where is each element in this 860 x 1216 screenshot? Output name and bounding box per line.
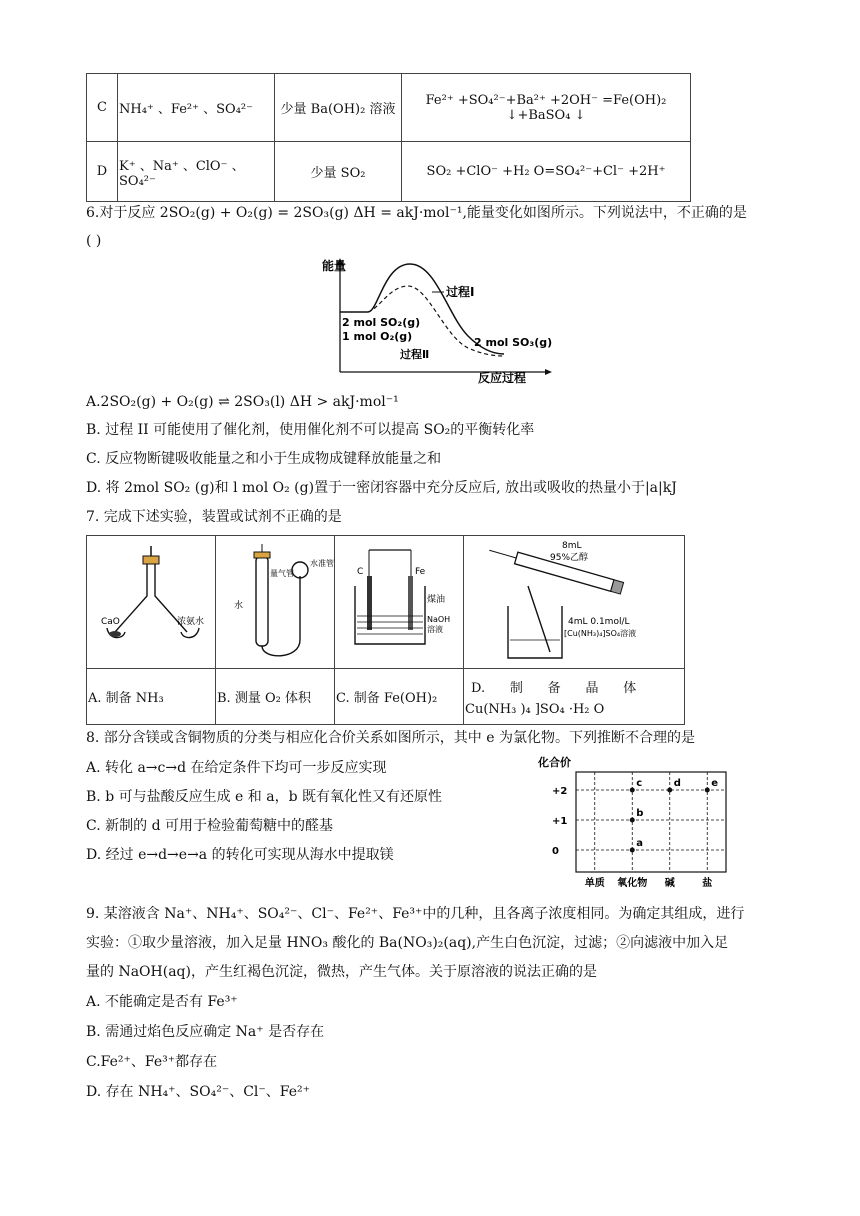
table-row <box>87 74 691 142</box>
caption-c: C. 制备 Fe(OH)₂ <box>335 669 464 725</box>
x-tick-label: 单质 <box>584 878 605 889</box>
x-tick-label: 氧化物 <box>617 878 648 889</box>
apparatus-a <box>87 536 216 669</box>
point-c <box>630 788 635 793</box>
q6-option-c: C. 反应物断键吸收能量之和小于生成物成键释放能量之和 <box>86 451 442 467</box>
leveling-label: 水准管 <box>310 559 334 568</box>
equation-cell: Fe²⁺ +SO₄²⁻+Ba²⁺ +2OH⁻ =Fe(OH)₂ ↓+BaSO₄ ↓ <box>402 74 691 142</box>
ammonia-label: 浓氨水 <box>177 617 205 627</box>
valence-chart <box>526 750 736 890</box>
y-tick-label: 0 <box>552 846 559 857</box>
point-label-b: b <box>636 808 644 819</box>
point-label-d: d <box>673 778 681 789</box>
carbon-label: C <box>357 567 364 577</box>
q6-option-b: B. 过程 II 可能使用了催化剂，使用催化剂不可以提高 SO₂的平衡转化率 <box>86 422 535 438</box>
kerosene-label: 煤油 <box>427 595 446 605</box>
reagent-cell: 少量 SO₂ <box>275 142 402 202</box>
water-label: 水 <box>234 601 244 611</box>
q6-paren: ( ) <box>86 233 102 249</box>
q8-option-d: D. 经过 e→d→e→a 的转化可实现从海水中提取镁 <box>86 847 394 863</box>
q9-line3: 量的 NaOH(aq)，产生红褐色沉淀，微热，产生气体。关于原溶液的说法正确的是 <box>86 964 597 980</box>
point-d <box>667 788 672 793</box>
burette-label: 量气管 <box>270 569 294 578</box>
q6-option-a: A.2SO₂(g) + O₂(g) ⇌ 2SO₃(l) ΔH > akJ·mol⁻¹ <box>86 394 399 410</box>
apparatus-table <box>86 535 685 725</box>
point-label-e: e <box>711 778 719 789</box>
x-tick-label: 盐 <box>702 878 713 889</box>
q6-option-d: D. 将 2mol SO₂ (g)和 l mol O₂ (g)置于一密闭容器中充分反应后, 放出或吸收的热量小于|a|kJ <box>86 480 677 496</box>
q8-stem: 8. 部分含镁或含铜物质的分类与相应化合价关系如图所示，其中 e 为氯化物。下列推断不合理的是 <box>86 730 695 746</box>
reaction-table <box>86 73 691 202</box>
table-row <box>87 669 685 725</box>
caption-d-line2: Cu(NH₃ )₄ ]SO₄ ·H₂ O <box>465 701 605 717</box>
q9-option-b: B. 需通过焰色反应确定 Na⁺ 是否存在 <box>86 1024 325 1040</box>
q6-stem: 6.对于反应 2SO₂(g) + O₂(g) = 2SO₃(g) ΔH = akJ·mol⁻¹,能量变化如图所示。下列说法中，不正确的是 <box>86 205 747 221</box>
point-b <box>630 818 635 823</box>
y-axis-label: 能量 <box>322 259 347 273</box>
q7-stem: 7. 完成下述实验，装置或试剂不正确的是 <box>86 509 342 525</box>
equation-cell: SO₂ +ClO⁻ +H₂ O=SO₄²⁻+Cl⁻ +2H⁺ <box>402 142 691 202</box>
product-label: 2 mol SO₃(g) <box>474 336 553 349</box>
chart-ylabel: 化合价 <box>538 756 571 769</box>
ions-cell: NH₄⁺ 、Fe²⁺ 、SO₄²⁻ <box>118 74 275 142</box>
caption-a: A. 制备 NH₃ <box>87 669 216 725</box>
q8-option-c: C. 新制的 d 可用于检验葡萄糖中的醛基 <box>86 818 333 834</box>
cao-label: CaO <box>101 617 120 627</box>
row-label: C <box>87 74 118 142</box>
iron-label: Fe <box>415 567 426 577</box>
reactant1-label: 2 mol SO₂(g) <box>342 316 421 329</box>
apparatus-b <box>216 536 335 669</box>
naoh-label: NaOH <box>427 615 451 624</box>
complex-label: [Cu(NH₃)₄]SO₄溶液 <box>564 629 637 638</box>
curve2-label: 过程Ⅱ <box>400 348 430 361</box>
y-tick-label: +1 <box>552 816 568 827</box>
ethanol-label: 95%乙醇 <box>550 553 589 563</box>
reagent-cell: 少量 Ba(OH)₂ 溶液 <box>275 74 402 142</box>
q9-line1: 9. 某溶液含 Na⁺、NH₄⁺、SO₄²⁻、Cl⁻、Fe²⁺、Fe³⁺中的几种，且各离子浓度相同。为确定其组成，进行 <box>86 906 745 922</box>
reactant2-label: 1 mol O₂(g) <box>342 330 413 343</box>
q8-option-b: B. b 可与盐酸反应生成 e 和 a，b 既有氧化性又有还原性 <box>86 789 442 805</box>
solution-label: 溶液 <box>427 625 443 634</box>
table-row <box>87 536 685 669</box>
point-label-a: a <box>636 838 643 849</box>
apparatus-c <box>335 536 464 669</box>
table-row <box>87 142 691 202</box>
x-axis-label: 反应过程 <box>478 371 527 384</box>
caption-d <box>464 669 685 725</box>
caption-b: B. 测量 O₂ 体积 <box>216 669 335 725</box>
energy-diagram <box>318 256 558 384</box>
point-e <box>705 788 710 793</box>
x-tick-label: 碱 <box>664 878 675 889</box>
ions-cell: K⁺ 、Na⁺ 、ClO⁻ 、SO₄²⁻ <box>118 142 275 202</box>
caption-d-line1: D. 制 备 晶 体 <box>471 680 637 696</box>
volume-label: 8mL <box>562 541 582 551</box>
q8-option-a: A. 转化 a→c→d 在给定条件下均可一步反应实现 <box>86 760 387 776</box>
conc-label: 4mL 0.1mol/L <box>568 617 630 627</box>
q9-option-d: D. 存在 NH₄⁺、SO₄²⁻、Cl⁻、Fe²⁺ <box>86 1084 311 1100</box>
q9-option-c: C.Fe²⁺、Fe³⁺都存在 <box>86 1054 218 1070</box>
q9-option-a: A. 不能确定是否有 Fe³⁺ <box>86 994 238 1010</box>
apparatus-d <box>464 536 685 669</box>
row-label: D <box>87 142 118 202</box>
y-tick-label: +2 <box>552 786 568 797</box>
curve1-label: 过程Ⅰ <box>446 285 475 299</box>
point-a <box>630 848 635 853</box>
q9-line2: 实验：①取少量溶液，加入足量 HNO₃ 酸化的 Ba(NO₃)₂(aq),产生白色沉淀，过滤；②向滤液中加入足 <box>86 935 729 951</box>
point-label-c: c <box>636 778 643 789</box>
